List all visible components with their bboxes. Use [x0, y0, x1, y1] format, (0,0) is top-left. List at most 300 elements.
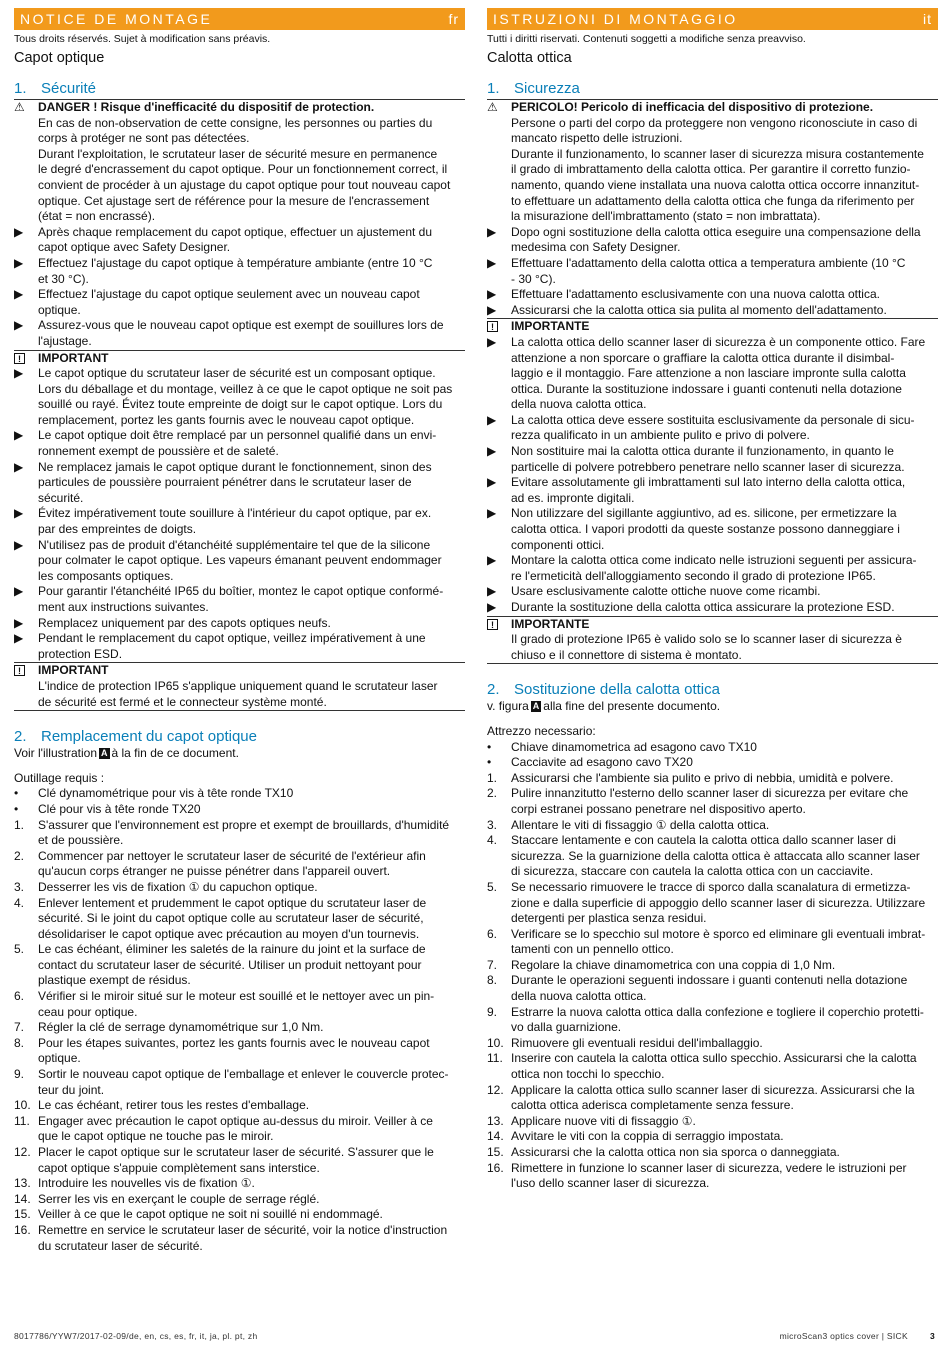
line-text: laggio e il montaggio. Fare attenzione a non lasciare impronte sulla calotta — [511, 366, 906, 381]
indent — [14, 397, 38, 413]
line-text: zione e dalla superficie di appoggio dello scanner laser di sicurezza. Utilizzare — [511, 895, 926, 910]
indent — [487, 896, 511, 912]
indent — [487, 272, 511, 288]
text-line — [487, 1161, 938, 1177]
line-text: Introduire les nouvelles vis de fixation ①. — [38, 1176, 255, 1191]
indent — [487, 864, 511, 880]
line-text: attenzione a non sporcare o graffiare la calotta ottica durante il disimbal- — [511, 350, 895, 365]
text-line — [14, 116, 465, 132]
line-text: Pour garantir l'étanchéité IP65 du boîtier, montez le capot optique conformé- — [38, 584, 444, 599]
step-number: 3. — [14, 879, 25, 894]
line-text: Durante le operazioni seguenti indossare i guanti contenuti nella dotazione — [511, 973, 908, 988]
text-line — [487, 303, 938, 319]
warning-triangle-icon: ⚠ — [487, 100, 498, 114]
bullet-dot-icon: • — [14, 786, 19, 801]
line-text: et 30 °C). — [38, 271, 89, 286]
line-text: Usare esclusivamente calotte ottiche nuove come ricambi. — [511, 584, 821, 599]
line-text: particules de poussière pourraient pénétrer dans le scrutateur laser de — [38, 475, 412, 490]
indent — [487, 240, 511, 256]
text-line — [487, 973, 938, 989]
line-text: Rimettere in funzione lo scanner laser di sicurezza, vedere le istruzioni per — [511, 1160, 907, 1175]
section-number: 1. — [14, 80, 27, 97]
arrow-right-icon: ▶ — [487, 302, 497, 317]
text-line — [14, 162, 465, 178]
arrow-right-icon: ▶ — [487, 334, 497, 349]
document-header — [487, 8, 938, 30]
step-number: 1. — [487, 770, 498, 785]
line-text: L'indice de protection IP65 s'applique uniquement quand le scrutateur laser — [38, 678, 438, 693]
indent — [14, 240, 38, 256]
text-line — [487, 335, 938, 351]
indent — [14, 334, 38, 350]
line-text: Inserire con cautela la calotta ottica sullo specchio. Assicurarsi che la calotta — [511, 1051, 917, 1066]
line-text: convient de procéder à un ajustage du capot optique pour tout nouveau capot — [38, 177, 451, 192]
indent — [487, 802, 511, 818]
text-line — [14, 1176, 465, 1192]
line-text: - 30 °C). — [511, 271, 556, 286]
line-text: Durante la sostituzione della calotta ottica assicurare la protezione ESD. — [511, 600, 895, 614]
text-line — [14, 1114, 465, 1130]
line-text: S'assurer que l'environnement est propre et exempt de brouillards, d'humidité — [38, 817, 450, 832]
exclamation-box-icon — [14, 351, 38, 367]
line-text: namento, quando viene installata una nuova calotta ottica occorre innanzitut- — [511, 177, 920, 192]
text-line — [14, 287, 465, 303]
line-text: capot optique s'appuie complètement sans interstice. — [38, 1160, 320, 1175]
important-label: IMPORTANTE — [511, 319, 590, 334]
section-number: 2. — [14, 728, 27, 746]
text-line — [14, 600, 465, 616]
text-line — [14, 989, 465, 1005]
text-line — [487, 178, 938, 194]
text-line — [487, 1067, 938, 1083]
text-line — [487, 632, 938, 648]
warning-triangle-icon: ⚠ — [14, 100, 25, 114]
indent — [14, 382, 38, 398]
text-line — [14, 569, 465, 585]
step-number: 5. — [487, 879, 498, 894]
text-line — [14, 631, 465, 647]
text-line — [487, 538, 938, 554]
indent — [487, 538, 511, 554]
text-line — [487, 818, 938, 834]
section-title: Sicurezza — [514, 80, 580, 97]
figure-ref-text: v. figura — [487, 699, 529, 714]
language-code: it — [923, 11, 932, 27]
text-line — [487, 1005, 938, 1021]
line-text: Engager avec précaution le capot optique au-dessus du miroir. Veiller à ce — [38, 1113, 433, 1128]
line-text: componenti ottici. — [511, 537, 605, 552]
line-text: La calotta ottica dello scanner laser di sicurezza è un componente ottico. Fare — [511, 334, 926, 349]
indent — [487, 911, 511, 927]
line-text: Régler la clé de serrage dynamométrique sur 1,0 Nm. — [38, 1020, 324, 1035]
line-text: souillé ou rayé. Évitez toute empreinte de doigt sur le capot optique. Lors du — [38, 397, 443, 412]
tools-label: Outillage requis : — [14, 770, 105, 785]
line-text: il grado di imbrattamento della calotta ottica. Per garantire il corretto funzio- — [511, 162, 911, 177]
text-line — [14, 444, 465, 460]
indent — [487, 351, 511, 367]
line-text: Enlever lentement et prudemment le capot optique du scrutateur laser de — [38, 895, 427, 910]
line-text: tamenti con un pennello ottico. — [511, 942, 674, 957]
indent — [487, 1067, 511, 1083]
text-line — [487, 849, 938, 865]
line-text: Ne remplacez jamais le capot optique durant le fonctionnement, sinon des — [38, 459, 432, 474]
line-text: to effettuare un adattamento della calotta ottica che funga da riferimento per — [511, 193, 915, 208]
section-title: Sécurité — [41, 80, 97, 97]
text-line — [14, 131, 465, 147]
spacer — [487, 715, 938, 724]
line-text: Le capot optique doit être remplacé par un personnel qualifié dans un envi- — [38, 428, 437, 443]
text-line — [487, 1098, 938, 1114]
step-number: 8. — [487, 973, 498, 988]
line-text: protection ESD. — [38, 646, 123, 661]
text-line — [14, 397, 465, 413]
figure-ref-text: alla fine del presente documento. — [543, 699, 721, 714]
step-number: 13. — [487, 1113, 504, 1128]
line-text: ronnement exempt de poussière et de saleté. — [38, 444, 279, 459]
indent — [14, 911, 38, 927]
step-number: 14. — [14, 1191, 31, 1206]
line-text: Remettre en service le scrutateur laser de sécurité, voir la notice d'instruction — [38, 1222, 448, 1237]
text-line — [14, 303, 465, 319]
text-line — [487, 225, 938, 241]
text-line — [14, 584, 465, 600]
indent — [14, 695, 38, 711]
arrow-right-icon: ▶ — [14, 287, 24, 302]
rights-notice: Tutti i diritti riservati. Contenuti soggetti a modifiche senza preavviso. — [487, 33, 806, 45]
line-text: detergenti per plastica senza residui. — [511, 911, 707, 926]
footer-doc-id: 8017786/YYW7/2017-02-09/de, en, cs, es, fr, it, ja, pl. pt, zh — [14, 1331, 258, 1341]
arrow-right-icon: ▶ — [487, 584, 497, 599]
line-text: Sortir le nouveau capot optique de l'emballage et enlever le couvercle protec- — [38, 1067, 449, 1082]
line-text: (état = non encrassé). — [38, 209, 156, 224]
important-label: IMPORTANT — [38, 350, 109, 365]
section-title: Sostituzione della calotta ottica — [514, 681, 720, 699]
line-text: Evitare assolutamente gli imbrattamenti sul lato interno della calotta ottica, — [511, 475, 906, 490]
section-heading-replacement — [487, 680, 938, 699]
arrow-right-icon: ▶ — [487, 600, 497, 614]
text-line — [487, 1145, 938, 1161]
indent — [487, 397, 511, 413]
column-fr — [14, 8, 465, 1254]
language-code: fr — [448, 11, 459, 27]
arrow-right-icon: ▶ — [487, 475, 497, 490]
text-line — [14, 522, 465, 538]
step-number: 10. — [487, 1035, 504, 1050]
indent — [14, 927, 38, 943]
indent — [487, 460, 511, 476]
line-text: Vérifier si le miroir situé sur le moteur est souillé et le nettoyer avec un pin- — [38, 989, 435, 1004]
figure-ref-text: à la fin de ce document. — [111, 746, 239, 761]
line-text: Remplacez uniquement par des capots optiques neufs. — [38, 615, 331, 630]
arrow-right-icon: ▶ — [14, 506, 24, 521]
indent — [14, 491, 38, 507]
header-title: NOTICE DE MONTAGE — [20, 11, 213, 27]
bullet-dot-icon: • — [487, 739, 492, 754]
text-line — [14, 647, 465, 663]
indent — [14, 553, 38, 569]
line-text: Se necessario rimuovere le tracce di sporco dalla scanalatura di ermetizza- — [511, 879, 911, 894]
line-text: désolidariser le capot optique avec précaution au moyen d'un tournevis. — [38, 926, 420, 941]
line-text: sécurité. Si le joint du capot optique colle au scrutateur laser de sécurité, — [38, 911, 424, 926]
step-number: 2. — [14, 848, 25, 863]
figure-label-icon: A — [532, 701, 540, 712]
text-line — [487, 864, 938, 880]
text-line — [14, 616, 465, 632]
arrow-right-icon: ▶ — [14, 459, 24, 474]
text-line — [487, 382, 938, 398]
section-number: 2. — [487, 681, 500, 699]
step-number: 15. — [487, 1145, 504, 1159]
indent — [487, 116, 511, 132]
divider — [14, 710, 465, 711]
text-line — [487, 491, 938, 507]
line-text: Estrarre la nuova calotta ottica dalla confezione e togliere il coperchio protetti- — [511, 1004, 924, 1019]
arrow-right-icon: ▶ — [487, 255, 497, 270]
line-text: Applicare la calotta ottica sullo scanner laser di sicurezza. Assicurarsi che la — [511, 1082, 915, 1097]
step-number: 7. — [487, 957, 498, 972]
step-number: 15. — [14, 1207, 31, 1222]
indent — [14, 209, 38, 225]
text-line — [487, 1129, 938, 1145]
text-line — [14, 942, 465, 958]
line-text: qu'aucun corps étranger ne puisse pénétrer dans l'appareil ouvert. — [38, 864, 391, 879]
text-line — [487, 989, 938, 1005]
indent — [14, 864, 38, 880]
indent — [487, 569, 511, 585]
section-heading-safety — [487, 79, 938, 98]
figure-label-icon: A — [101, 748, 108, 759]
line-text: du scrutateur laser de sécurité. — [38, 1238, 203, 1253]
page-number: 3 — [929, 1331, 935, 1341]
indent — [487, 131, 511, 147]
text-line — [487, 880, 938, 896]
line-text: Assicurarsi che la calotta ottica sia pulita al momento dell'adattamento. — [511, 302, 887, 317]
arrow-right-icon: ▶ — [14, 318, 24, 333]
step-number: 12. — [14, 1145, 31, 1159]
text-line — [14, 973, 465, 989]
line-text: Avvitare le viti con la coppia di serraggio impostata. — [511, 1129, 784, 1144]
text-line — [487, 116, 938, 132]
text-line — [14, 1098, 465, 1114]
figure-reference — [14, 746, 465, 762]
text-line — [487, 786, 938, 802]
text-line — [14, 272, 465, 288]
arrow-right-icon: ▶ — [487, 444, 497, 459]
line-text: Pour les étapes suivantes, portez les gants fournis avec le nouveau capot — [38, 1035, 430, 1050]
bullet-dot-icon: • — [14, 801, 19, 816]
arrow-right-icon: ▶ — [14, 631, 24, 646]
line-text: contact du scrutateur laser de sécurité. Utiliser un produit nettoyant pour — [38, 957, 422, 972]
line-text: Persone o parti del corpo da proteggere non vengono riconosciute in caso di — [511, 115, 918, 130]
indent — [14, 178, 38, 194]
arrow-right-icon: ▶ — [14, 366, 24, 381]
step-number: 6. — [14, 989, 25, 1004]
text-line — [487, 460, 938, 476]
line-text: Verificare se lo specchio sul motore è sporco ed eliminare gli eventuali imbrat- — [511, 926, 926, 941]
step-number: 11. — [487, 1051, 503, 1066]
line-text: et de poussière. — [38, 833, 124, 848]
line-text: Assicurarsi che la calotta ottica non sia sporca o danneggiata. — [511, 1145, 840, 1159]
text-line — [14, 679, 465, 695]
header-title: ISTRUZIONI DI MONTAGGIO — [493, 11, 738, 27]
text-line — [487, 287, 938, 303]
text-line — [14, 318, 465, 334]
indent — [487, 1020, 511, 1036]
text-line — [487, 162, 938, 178]
line-text: Pulire innanzitutto l'esterno dello scanner laser di sicurezza per evitare che — [511, 786, 909, 801]
indent — [487, 428, 511, 444]
line-text: Le cas échéant, éliminer les saletés de la rainure du joint et la surface de — [38, 942, 426, 957]
indent — [14, 444, 38, 460]
text-line — [487, 522, 938, 538]
indent — [487, 942, 511, 958]
line-text: Pendant le remplacement du capot optique, veillez impérativement à une — [38, 631, 426, 646]
line-text: Lors du déballage et du montage, veillez à ce que le capot optique ne soit pas — [38, 381, 453, 396]
indent — [487, 366, 511, 382]
indent — [14, 147, 38, 163]
arrow-right-icon: ▶ — [487, 553, 497, 568]
line-text: Durante il funzionamento, lo scanner laser di sicurezza misura costantemente — [511, 146, 924, 161]
line-text: La calotta ottica deve essere sostituita esclusivamente da personale di sicu- — [511, 412, 915, 427]
text-line — [14, 256, 465, 272]
text-line — [487, 600, 938, 616]
line-text: que le capot optique ne touche pas le miroir. — [38, 1129, 274, 1144]
text-line — [487, 584, 938, 600]
text-line — [487, 942, 938, 958]
line-text: pour colmater le capot optique. Les vapeurs émanant peuvent endommager — [38, 553, 442, 568]
text-line — [14, 100, 465, 116]
text-line — [14, 833, 465, 849]
important-heading — [14, 351, 465, 367]
text-line — [487, 1083, 938, 1099]
line-text: remplacement, portez les gants fournis avec le nouveau capot optique. — [38, 412, 415, 427]
step-number: 7. — [14, 1020, 25, 1035]
text-line — [14, 178, 465, 194]
indent — [14, 679, 38, 695]
step-number: 14. — [487, 1129, 504, 1144]
line-text: Effectuez l'ajustage du capot optique seulement avec un nouveau capot — [38, 287, 420, 302]
text-line — [14, 147, 465, 163]
indent — [14, 1051, 38, 1067]
line-text: teur du joint. — [38, 1082, 105, 1097]
line-text: corpi estranei possano penetrare nel dispositivo aperto. — [511, 801, 806, 816]
step-number: 13. — [14, 1176, 31, 1191]
text-line — [14, 1036, 465, 1052]
line-text: Assurez-vous que le nouveau capot optique est exempt de souillures lors de — [38, 318, 444, 333]
line-text: calotta ottica. I vapori prodotti da queste sostanze possono danneggiare i — [511, 522, 900, 537]
step-number: 4. — [14, 895, 25, 910]
line-text: calotta ottica aderisca completamente senza fessure. — [511, 1098, 794, 1113]
text-line — [14, 849, 465, 865]
step-number: 4. — [487, 833, 498, 848]
text-line — [14, 1067, 465, 1083]
line-text: Commencer par nettoyer le scrutateur laser de sécurité de l'extérieur afin — [38, 848, 426, 863]
line-text: sécurité. — [38, 490, 84, 505]
text-line — [487, 569, 938, 585]
line-text: corps à protéger ne sont pas détectées. — [38, 131, 250, 146]
indent — [14, 973, 38, 989]
text-line — [487, 802, 938, 818]
text-line — [487, 147, 938, 163]
text-line — [487, 648, 938, 664]
text-line — [487, 506, 938, 522]
line-text: sicurezza. Se la guarnizione della calotta ottica è attaccata allo scanner laser — [511, 848, 920, 863]
line-text: Le capot optique du scrutateur laser de sécurité est un composant optique. — [38, 366, 436, 381]
step-number: 8. — [14, 1035, 25, 1050]
indent — [14, 413, 38, 429]
indent — [487, 209, 511, 225]
text-line — [14, 194, 465, 210]
indent — [14, 1005, 38, 1021]
line-text: ceau pour optique. — [38, 1004, 138, 1019]
indent — [487, 648, 511, 664]
text-line — [487, 911, 938, 927]
section-number: 1. — [487, 80, 500, 97]
arrow-right-icon: ▶ — [14, 224, 24, 239]
important-heading — [14, 663, 465, 679]
line-text: Cacciavite ad esagono cavo TX20 — [511, 755, 693, 770]
line-text: optique. Cet ajustage sert de référence pour la mesure de l'encrassement — [38, 193, 430, 208]
text-line — [487, 553, 938, 569]
text-line — [487, 1036, 938, 1052]
indent — [14, 833, 38, 849]
document-subtitle: Capot optique — [14, 50, 105, 66]
line-text: plastique exempt de résidus. — [38, 973, 191, 988]
text-line — [14, 506, 465, 522]
line-text: Regolare la chiave dinamometrica con una coppia di 1,0 Nm. — [511, 957, 836, 972]
indent — [487, 194, 511, 210]
exclamation-box-icon: ! — [487, 321, 498, 332]
text-line — [487, 131, 938, 147]
step-number: 11. — [14, 1113, 30, 1128]
indent — [14, 1239, 38, 1255]
text-line — [487, 958, 938, 974]
line-text: la misurazione dell'imbrattamento (stato = non imbrattata). — [511, 209, 821, 224]
text-line — [14, 1207, 465, 1223]
exclamation-box-icon — [487, 617, 511, 633]
text-line — [14, 927, 465, 943]
important-label: IMPORTANTE — [511, 616, 590, 631]
text-line — [487, 1051, 938, 1067]
document-subtitle: Calotta ottica — [487, 50, 572, 66]
line-text: Il grado di protezione IP65 è valido solo se lo scanner laser di sicurezza è — [511, 632, 902, 647]
exclamation-box-icon — [14, 663, 38, 679]
indent — [14, 475, 38, 491]
text-line — [487, 833, 938, 849]
text-line — [14, 1223, 465, 1239]
indent — [14, 569, 38, 585]
line-text: della nuova calotta ottica. — [511, 397, 647, 412]
line-text: N'utilisez pas de produit d'étanchéité supplémentaire tel que de la silicone — [38, 537, 431, 552]
line-text: optique. — [38, 1051, 81, 1066]
indent — [487, 147, 511, 163]
exclamation-box-icon — [487, 319, 511, 335]
indent — [487, 178, 511, 194]
step-number: 9. — [487, 1004, 498, 1019]
line-text: particelle di polvere potrebbero penetrare nello scanner laser di sicurezza. — [511, 459, 905, 474]
line-text: Chiave dinamometrica ad esagono cavo TX10 — [511, 739, 757, 754]
line-text: ottica non tocchi lo specchio. — [511, 1067, 665, 1082]
section-heading-replacement — [14, 727, 465, 746]
line-text: Durant l'exploitation, le scrutateur laser de sécurité mesure en permanence — [38, 146, 438, 161]
exclamation-box-icon: ! — [14, 353, 25, 364]
step-number: 6. — [487, 926, 498, 941]
text-line — [14, 1020, 465, 1036]
step-number: 10. — [14, 1098, 31, 1113]
step-number: 12. — [487, 1082, 504, 1097]
line-text: Rimuovere gli eventuali residui dell'imballaggio. — [511, 1035, 763, 1050]
arrow-right-icon: ▶ — [14, 615, 24, 630]
